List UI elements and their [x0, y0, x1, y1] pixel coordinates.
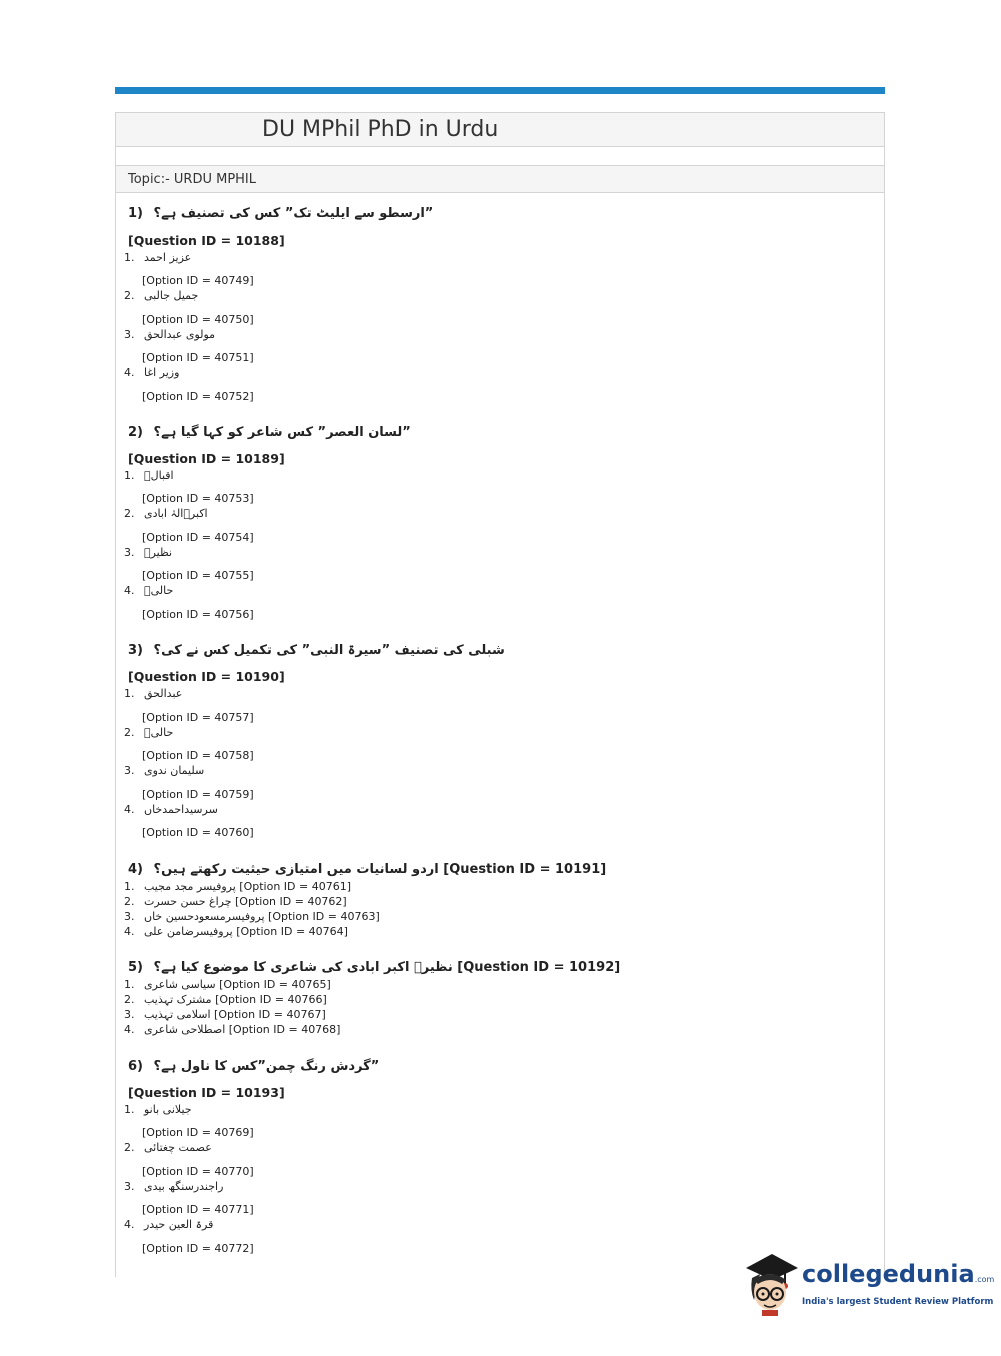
option-text: عصمت چغتائی [144, 1141, 212, 1154]
option-text: حالیؔ [144, 726, 174, 739]
option-text: اسلامی تہذیب [144, 1008, 211, 1021]
option-number: 4. [124, 1218, 135, 1231]
collegedunia-logo [742, 1250, 995, 1320]
option-text: جمیل جالبی [144, 289, 199, 302]
question-text: ”ارسطو سے ایلیٹ تک” کس کی تصنیف ہے؟ [153, 206, 434, 221]
question-4-heading [128, 862, 606, 877]
question-id: [Question ID = 10191] [443, 862, 607, 877]
option-item [124, 993, 327, 1006]
option-item [124, 1141, 212, 1154]
page-title: DU MPhil PhD in Urdu [262, 117, 499, 142]
option-number: 2. [124, 895, 135, 908]
option-id: [Option ID = 40750] [142, 313, 254, 326]
option-text: پروفیسرمسعودحسین خاں [144, 910, 265, 923]
option-id: [Option ID = 40749] [142, 274, 254, 287]
option-number: 1. [124, 880, 135, 893]
question-text: ”گردش رنگ چمن”کس کا ناول ہے؟ [153, 1059, 380, 1074]
option-item [124, 978, 331, 991]
option-number: 1. [124, 1103, 135, 1116]
question-id: [Question ID = 10193] [128, 1085, 285, 1100]
option-text: قرۃ العین حیدر [144, 1218, 214, 1231]
question-6-heading [128, 1059, 379, 1074]
option-id: [Option ID = 40759] [142, 788, 254, 801]
logo-wordmark: collegedunia.com [802, 1260, 995, 1288]
option-text: اصطلاحی شاعری [144, 1023, 226, 1036]
option-item [124, 289, 198, 302]
option-id: [Option ID = 40761] [239, 880, 351, 893]
option-number: 1. [124, 687, 135, 700]
option-item [124, 546, 172, 559]
option-id: [Option ID = 40760] [142, 826, 254, 839]
option-item [124, 1008, 326, 1021]
option-id: [Option ID = 40766] [215, 993, 327, 1006]
option-id: [Option ID = 40763] [268, 910, 380, 923]
option-text: سلیمان ندوی [144, 764, 205, 777]
option-text: عبدالحق [144, 687, 183, 700]
option-item [124, 925, 348, 938]
question-number: 2) [128, 425, 143, 440]
option-number: 1. [124, 469, 135, 482]
question-id: [Question ID = 10190] [128, 669, 285, 684]
option-number: 4. [124, 366, 135, 379]
option-id: [Option ID = 40770] [142, 1165, 254, 1178]
option-id: [Option ID = 40772] [142, 1242, 254, 1255]
option-id: [Option ID = 40756] [142, 608, 254, 621]
option-id: [Option ID = 40762] [235, 895, 347, 908]
option-number: 2. [124, 507, 135, 520]
option-item [124, 687, 182, 700]
question-id: [Question ID = 10188] [128, 233, 285, 248]
option-item [124, 1023, 340, 1036]
option-id: [Option ID = 40754] [142, 531, 254, 544]
option-text: جیلانی بانو [144, 1103, 192, 1116]
option-text: مولوی عبدالحق [144, 328, 216, 341]
option-number: 1. [124, 978, 135, 991]
option-number: 2. [124, 993, 135, 1006]
option-item [124, 251, 191, 264]
option-text: راجندرسنگھ بیدی [144, 1180, 224, 1193]
option-number: 2. [124, 289, 135, 302]
option-id: [Option ID = 40764] [236, 925, 348, 938]
option-item [124, 880, 351, 893]
option-id: [Option ID = 40751] [142, 351, 254, 364]
option-id: [Option ID = 40767] [214, 1008, 326, 1021]
option-text: چراغ حسن حسرت [144, 895, 232, 908]
question-number: 6) [128, 1059, 143, 1074]
option-number: 1. [124, 251, 135, 264]
option-text: پروفیسر مجد مجیب [144, 880, 236, 893]
option-item [124, 1218, 213, 1231]
option-number: 3. [124, 546, 135, 559]
option-text: سرسیداحمدخاں [144, 803, 218, 816]
option-item [124, 507, 208, 520]
option-text: پروفیسرضامن علی [144, 925, 233, 938]
option-id: [Option ID = 40755] [142, 569, 254, 582]
option-number: 2. [124, 1141, 135, 1154]
question-id: [Question ID = 10189] [128, 451, 285, 466]
option-number: 3. [124, 1008, 135, 1021]
option-id: [Option ID = 40771] [142, 1203, 254, 1216]
option-id: [Option ID = 40758] [142, 749, 254, 762]
option-item [124, 328, 215, 341]
option-number: 3. [124, 1180, 135, 1193]
question-text: اردو لسانیات میں امتیازی حیثیت رکھتے ہیں؟ [153, 862, 439, 877]
option-number: 4. [124, 584, 135, 597]
option-text: حالیؔ [144, 584, 174, 597]
option-number: 4. [124, 1023, 135, 1036]
mascot-icon [742, 1250, 802, 1320]
option-item [124, 1180, 223, 1193]
option-text: مشترک تہذیب [144, 993, 212, 1006]
question-1-heading [128, 206, 433, 221]
option-number: 3. [124, 328, 135, 341]
option-item [124, 1103, 192, 1116]
question-number: 4) [128, 862, 143, 877]
option-item [124, 726, 173, 739]
option-id: [Option ID = 40768] [228, 1023, 341, 1036]
question-3-heading [128, 643, 505, 658]
question-id: [Question ID = 10192] [457, 960, 621, 975]
question-text: شبلی کی تصنیف ”سیرۃ النبی” کی تکمیل کس نے کی؟ [153, 643, 505, 658]
option-number: 4. [124, 803, 135, 816]
option-id: [Option ID = 40752] [142, 390, 254, 403]
option-id: [Option ID = 40757] [142, 711, 254, 724]
question-text: نظیرؔ اکبر ابادی کی شاعری کا موضوع کیا ہے؟ [153, 960, 453, 975]
option-text: عزیز احمد [144, 251, 192, 264]
option-id: [Option ID = 40753] [142, 492, 254, 505]
option-item [124, 764, 204, 777]
option-text: سیاسی شاعری [144, 978, 216, 991]
option-number: 2. [124, 726, 135, 739]
question-2-heading [128, 425, 411, 440]
option-text: وزیر اغا [144, 366, 180, 379]
option-number: 3. [124, 764, 135, 777]
question-number: 3) [128, 643, 143, 658]
option-item [124, 469, 174, 482]
option-item [124, 803, 218, 816]
option-text: نظیرؔ [144, 546, 173, 559]
option-number: 3. [124, 910, 135, 923]
question-number: 5) [128, 960, 143, 975]
question-text: ”لسان العصر” کس شاعر کو کہا گیا ہے؟ [153, 425, 411, 440]
option-id: [Option ID = 40765] [219, 978, 331, 991]
option-text: اقبالؔ [144, 469, 174, 482]
topic-label: Topic:- URDU MPHIL [128, 172, 257, 187]
option-number: 4. [124, 925, 135, 938]
option-item [124, 895, 347, 908]
question-5-heading [128, 960, 620, 975]
option-item [124, 584, 173, 597]
logo-tagline: India's largest Student Review Platform [802, 1297, 994, 1307]
option-text: اکبرؔالہٰ ابادی [144, 507, 208, 520]
option-item [124, 366, 179, 379]
option-id: [Option ID = 40769] [142, 1126, 254, 1139]
question-number: 1) [128, 206, 143, 221]
option-item [124, 910, 380, 923]
